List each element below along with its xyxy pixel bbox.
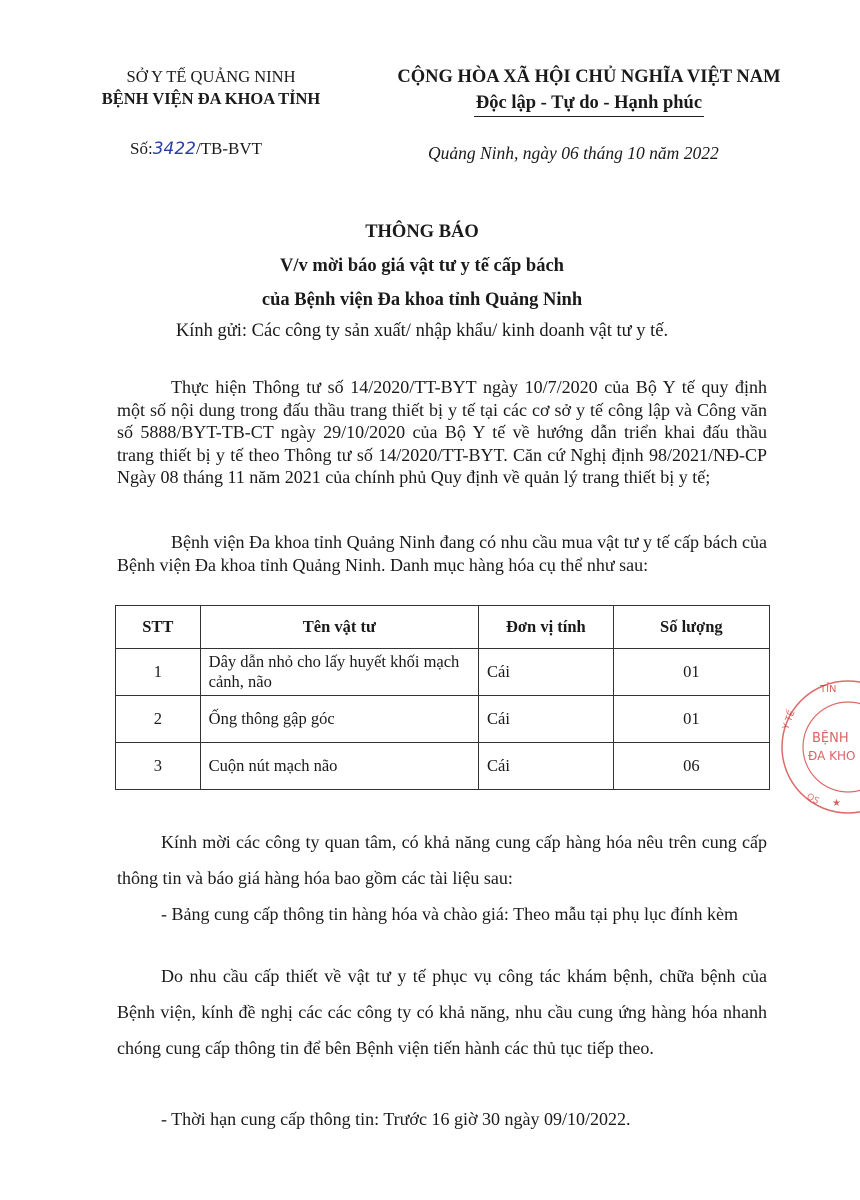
cell-stt: 1 <box>116 649 201 696</box>
document-number <box>130 139 262 159</box>
stamp-inner-ring <box>803 702 860 792</box>
header-item-name: Tên vật tư <box>200 606 478 649</box>
table-header-row <box>116 606 770 649</box>
items-table <box>115 605 770 790</box>
stamp-text-mid1: BỆNH <box>812 731 849 746</box>
paragraph-urgency: Do nhu cầu cấp thiết về vật tư y tế phục vụ công tác khám bệnh, chữa bệnh của Bệnh viện, kính đề nghị các các công ty có khả năng, nhu cầu cung ứng hàng hóa nhanh chóng cung cấp thông tin để bên Bệnh viện tiến hành các thủ tục tiếp theo. <box>117 966 767 1058</box>
table-row <box>116 696 770 743</box>
cell-quantity: 06 <box>613 743 769 790</box>
hospital-stamp <box>770 672 860 822</box>
document-date: Quảng Ninh, ngày 06 tháng 10 năm 2022 <box>428 143 719 163</box>
cell-quantity: 01 <box>613 649 769 696</box>
paragraph-demand: Bệnh viện Đa khoa tỉnh Quảng Ninh đang có nhu cầu mua vật tư y tế cấp bách của Bệnh viện Đa khoa tỉnh Quảng Ninh. Danh mục hàng hóa cụ thể như sau: <box>117 532 767 575</box>
header-unit: Đơn vị tính <box>479 606 614 649</box>
title-line-1: THÔNG BÁO <box>365 222 479 242</box>
stamp-text-left: Y TẾ <box>781 709 798 732</box>
title-line-3: của Bệnh viện Đa khoa tỉnh Quảng Ninh <box>261 290 583 310</box>
stamp-text-bottom: QS <box>804 791 821 807</box>
cell-item-name: Ống thông gập góc <box>200 696 478 743</box>
ref-prefix: Số: <box>130 139 153 158</box>
paragraph-required-docs: - Bảng cung cấp thông tin hàng hóa và chào giá: Theo mẫu tại phụ lục đính kèm <box>161 904 739 924</box>
recipient-line: Kính gửi: Các công ty sản xuất/ nhập khẩu/ kinh doanh vật tư y tế. <box>175 321 669 341</box>
cell-unit: Cái <box>479 743 614 790</box>
stamp-outer-ring <box>782 681 860 813</box>
stamp-text-top: TỈN <box>820 684 837 695</box>
table-row <box>116 649 770 696</box>
paragraph-legal-basis: Thực hiện Thông tư số 14/2020/TT-BYT ngày 10/7/2020 của Bộ Y tế quy định một số nội dung trong đấu thầu trang thiết bị y tế tại các cơ sở y tế công lập và Công văn số 5888/BYT-TB-CT ngày 29/10/2020 của Bộ Y tế về hướng dẫn triển khai đấu thầu trang thiết bị y tế theo Thông tư số 14/2020/TT-BYT. Căn cứ Nghị định 98/2021/NĐ-CP Ngày 08 tháng 11 năm 2021 của chính phủ Quy định về quản lý trang thiết bị y tế; <box>117 377 767 487</box>
cell-item-name: Dây dẫn nhỏ cho lấy huyết khối mạch cảnh, não <box>200 649 478 696</box>
cell-unit: Cái <box>479 649 614 696</box>
document-title <box>0 215 844 317</box>
national-heading <box>394 64 784 117</box>
stamp-star-icon: ★ <box>832 798 841 809</box>
ref-suffix: /TB-BVT <box>195 139 263 158</box>
country-motto: Độc lập - Tự do - Hạnh phúc <box>475 93 703 113</box>
stamp-text-mid2: ĐA KHO <box>808 749 856 763</box>
motto-underline <box>474 116 704 117</box>
paragraph-deadline: - Thời hạn cung cấp thông tin: Trước 16 giờ 30 ngày 09/10/2022. <box>161 1109 631 1129</box>
country-name: CỘNG HÒA XÃ HỘI CHỦ NGHĨA VIỆT NAM <box>397 67 781 87</box>
header-stt: STT <box>116 606 201 649</box>
cell-unit: Cái <box>479 696 614 743</box>
org-department: SỞ Y TẾ QUẢNG NINH <box>126 67 296 86</box>
cell-stt: 3 <box>116 743 201 790</box>
issuing-organization <box>96 66 326 110</box>
org-hospital: BỆNH VIỆN ĐA KHOA TỈNH <box>101 89 321 108</box>
cell-item-name: Cuộn nút mạch não <box>200 743 478 790</box>
table-row <box>116 743 770 790</box>
title-line-2: V/v mời báo giá vật tư y tế cấp bách <box>280 256 564 276</box>
header-quantity: Số lượng <box>613 606 769 649</box>
paragraph-invitation: Kính mời các công ty quan tâm, có khả năng cung cấp hàng hóa nêu trên cung cấp thông tin và báo giá hàng hóa bao gồm các tài liệu sau: <box>117 832 767 888</box>
cell-stt: 2 <box>116 696 201 743</box>
cell-quantity: 01 <box>613 696 769 743</box>
ref-number-handwritten: 3422 <box>152 139 196 159</box>
